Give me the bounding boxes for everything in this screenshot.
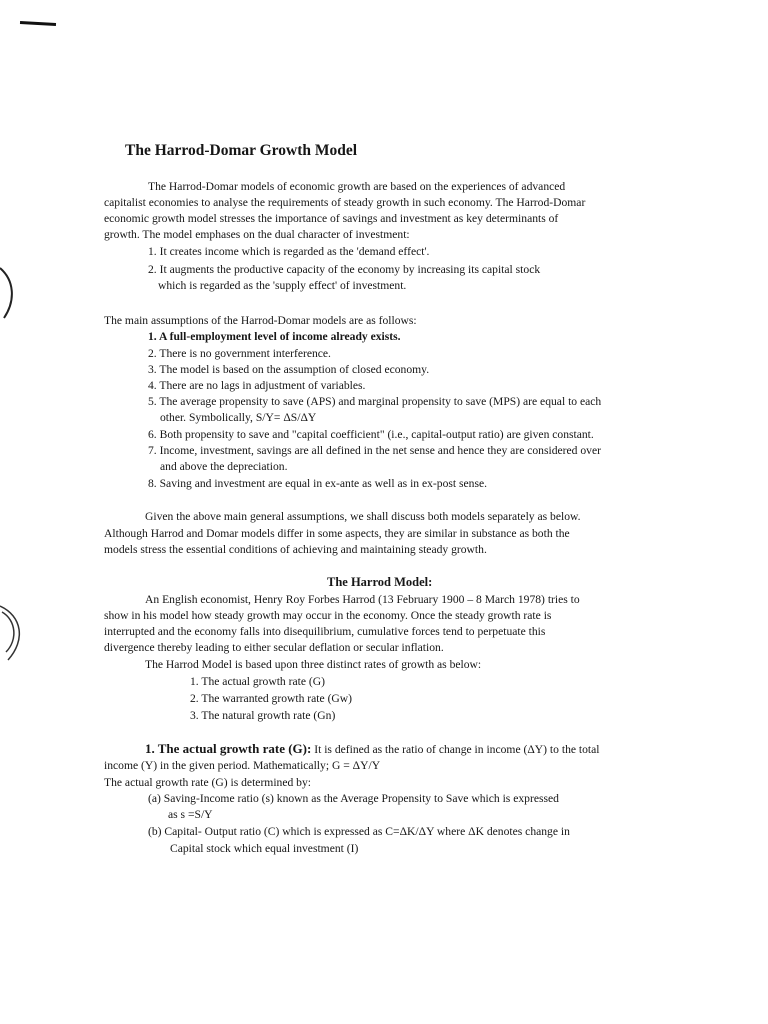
- actual-line: Capital stock which equal investment (I): [170, 842, 359, 855]
- actual-line: (b) Capital- Output ratio (C) which is expressed as C=ΔK/ΔY where ΔK denotes change in: [148, 825, 570, 838]
- harrod-line: An English economist, Henry Roy Forbes Harrod (13 February 1900 – 8 March 1978) tries to: [145, 593, 580, 606]
- assumption-item: 2. There is no government interference.: [148, 347, 331, 360]
- rate-item: 3. The natural growth rate (Gn): [190, 709, 336, 722]
- dual-item: which is regarded as the 'supply effect' of investment.: [158, 279, 407, 292]
- actual-growth-lead: 1. The actual growth rate (G):: [145, 741, 312, 756]
- assumption-item: 3. The model is based on the assumption of closed economy.: [148, 363, 430, 376]
- rate-item: 2. The warranted growth rate (Gw): [190, 692, 353, 705]
- harrod-heading: The Harrod Model:: [327, 575, 433, 589]
- assumption-item: 8. Saving and investment are equal in ex-ante as well as in ex-post sense.: [148, 477, 488, 490]
- harrod-line: interrupted and the economy falls into disequilibrium, cumulative forces tend to perpetuate this: [104, 625, 546, 638]
- document-title: The Harrod-Domar Growth Model: [125, 142, 358, 159]
- given-line: Given the above main general assumptions, we shall discuss both models separately as below.: [145, 510, 581, 523]
- harrod-line: show in his model how steady growth may occur in the economy. Once the steady growth rate is: [104, 609, 552, 622]
- intro-line: The Harrod-Domar models of economic growth are based on the experiences of advanced: [148, 180, 566, 193]
- assumption-item: 1. A full-employment level of income already exists.: [148, 330, 401, 343]
- actual-growth-definition: [145, 741, 600, 757]
- given-line: Although Harrod and Domar models differ in some aspects, they are similar in substance as both the: [104, 527, 570, 540]
- assumptions-intro: The main assumptions of the Harrod-Domar models are as follows:: [104, 314, 417, 327]
- rate-item: 1. The actual growth rate (G): [190, 675, 325, 688]
- intro-line: growth. The model emphases on the dual character of investment:: [104, 228, 410, 241]
- assumption-item: 6. Both propensity to save and "capital coefficient" (i.e., capital-output ratio) are given constant.: [148, 428, 594, 441]
- assumption-item: 5. The average propensity to save (APS) and marginal propensity to save (MPS) are equal to each: [148, 395, 602, 408]
- given-line: models stress the essential conditions of achieving and maintaining steady growth.: [104, 543, 487, 556]
- actual-growth-rest: It is defined as the ratio of change in income (ΔY) to the total: [311, 743, 600, 756]
- actual-line: as s =S/Y: [168, 808, 213, 821]
- assumption-item: 4. There are no lags in adjustment of variables.: [148, 379, 366, 392]
- actual-line: The actual growth rate (G) is determined by:: [104, 776, 312, 789]
- actual-line: (a) Saving-Income ratio (s) known as the Average Propensity to Save which is expressed: [148, 792, 559, 805]
- assumption-item: other. Symbolically, S/Y= ΔS/ΔY: [160, 411, 317, 424]
- intro-line: economic growth model stresses the importance of savings and investment as key determinants of: [104, 212, 559, 225]
- harrod-line: The Harrod Model is based upon three distinct rates of growth as below:: [145, 658, 482, 671]
- actual-line: income (Y) in the given period. Mathematically; G = ΔY/Y: [104, 759, 381, 772]
- intro-line: capitalist economies to analyse the requirements of steady growth in such economy. The Harrod-Domar: [104, 196, 586, 209]
- scan-edge-marks: [0, 0, 60, 1024]
- dual-item: 2. It augments the productive capacity of the economy by increasing its capital stock: [148, 263, 541, 276]
- assumption-item: and above the depreciation.: [160, 460, 288, 473]
- harrod-line: divergence thereby leading to either secular deflation or secular inflation.: [104, 641, 444, 654]
- assumption-item: 7. Income, investment, savings are all defined in the net sense and hence they are considered over: [148, 444, 601, 457]
- dual-item: 1. It creates income which is regarded as the 'demand effect'.: [148, 245, 430, 258]
